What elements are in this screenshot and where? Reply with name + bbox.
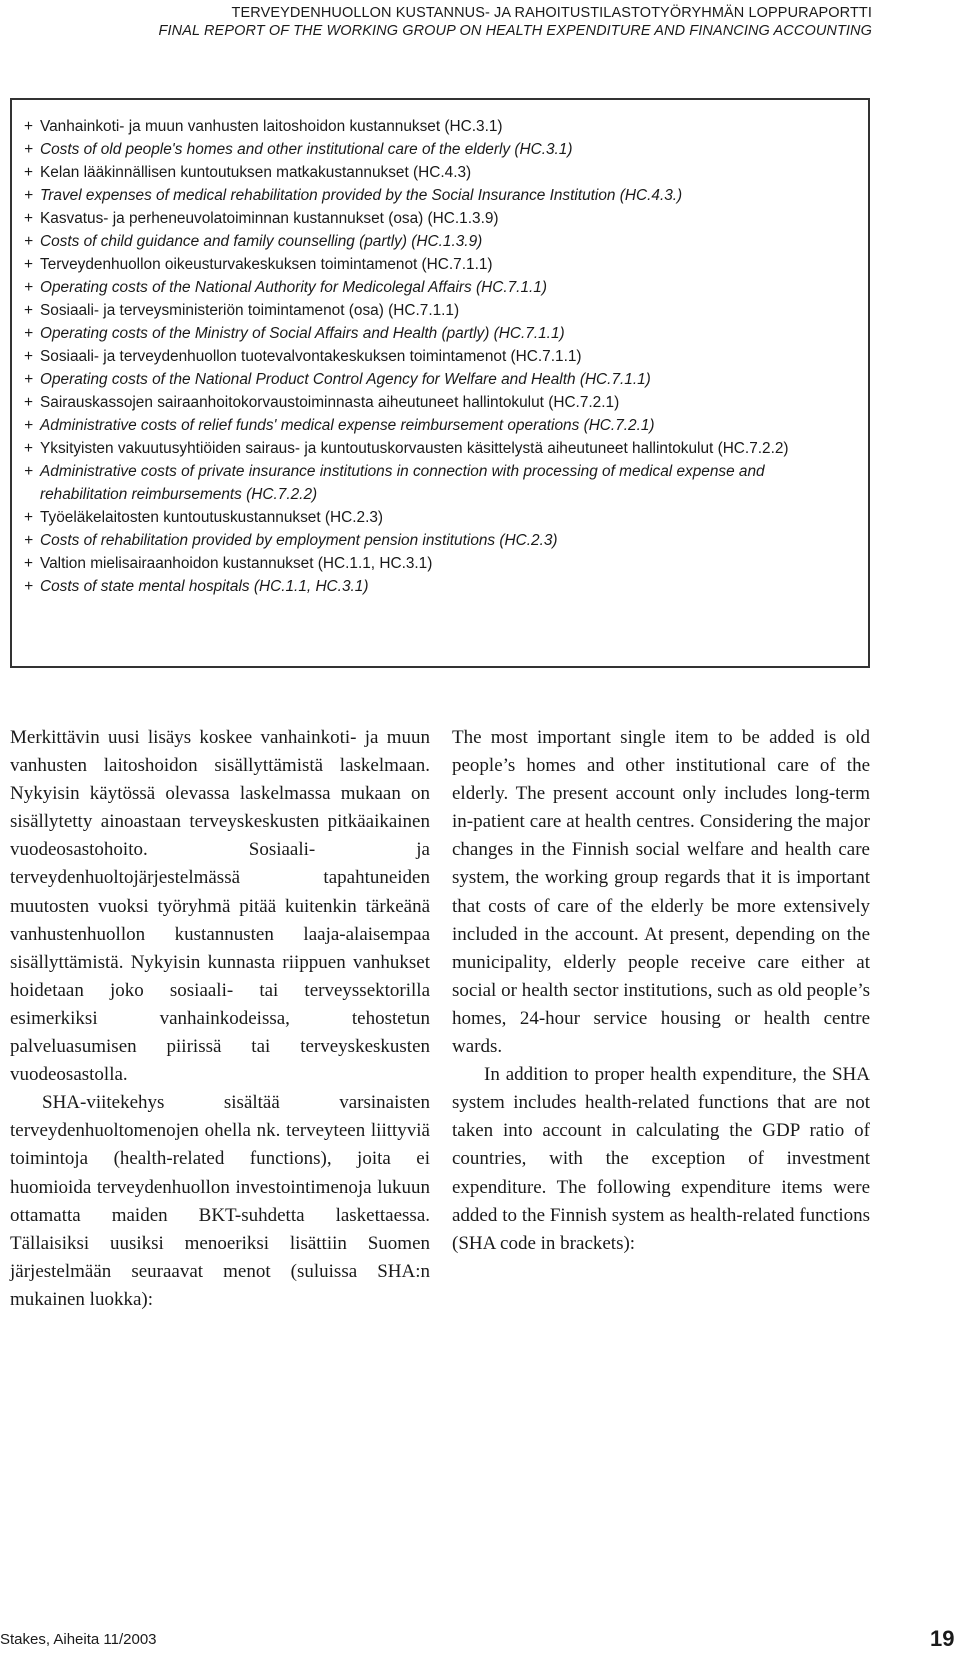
list-item-text: Kasvatus- ja perheneuvolatoiminnan kustannukset (osa) (HC.1.3.9) xyxy=(40,210,499,227)
list-item xyxy=(24,460,856,506)
page-number: 19 xyxy=(930,1626,955,1651)
publication-footer: Stakes, Aiheita 11/2003 xyxy=(0,1631,157,1648)
list-item-text: Costs of child guidance and family counselling (partly) (HC.1.3.9) xyxy=(40,233,483,250)
running-header xyxy=(159,4,872,40)
plus-prefix: + xyxy=(24,210,33,227)
plus-prefix: + xyxy=(24,348,33,365)
plus-prefix: + xyxy=(24,394,33,411)
list-item xyxy=(24,161,856,184)
paragraph-fi-2: SHA-viitekehys sisältää varsinaisten terveydenhuoltomenojen ohella nk. terveyteen liittyviä toimintoja (health-related functions), joita ei huomioida terveydenhuollon investointimenoja lukuun ottamatta maiden BKT-suhdetta laskettaessa. Tällaisiksi uusiksi menoeriksi lisättiin Suomen järjestelmään seuraavat menot (suluissa SHA:n mukainen luokka): xyxy=(10,1092,430,1310)
list-item-text: Costs of rehabilitation provided by employment pension institutions (HC.2.3) xyxy=(40,532,558,549)
list-item xyxy=(24,276,856,299)
list-item-text: Costs of state mental hospitals (HC.1.1, HC.3.1) xyxy=(40,578,369,595)
list-item-text: Travel expenses of medical rehabilitation provided by the Social Insurance Institution (HC.4.3.) xyxy=(40,187,683,204)
list-item xyxy=(24,184,856,207)
list-item-text: Operating costs of the Ministry of Social Affairs and Health (partly) (HC.7.1.1) xyxy=(40,325,565,342)
list-item-text: Kelan lääkinnällisen kuntoutuksen matkakustannukset (HC.4.3) xyxy=(40,164,472,181)
header-title-en: FINAL REPORT OF THE WORKING GROUP ON HEALTH EXPENDITURE AND FINANCING ACCOUNTING xyxy=(158,23,872,39)
list-item xyxy=(24,299,856,322)
list-item-text: Operating costs of the National Product Control Agency for Welfare and Health (HC.7.1.1) xyxy=(40,371,651,388)
plus-prefix: + xyxy=(24,417,33,434)
header-title-fi: TERVEYDENHUOLLON KUSTANNUS- JA RAHOITUSTILASTOTYÖRYHMÄN LOPPURAPORTTI xyxy=(231,5,872,21)
list-item-text: Työeläkelaitosten kuntoutuskustannukset (HC.2.3) xyxy=(40,509,384,526)
plus-prefix: + xyxy=(24,141,33,158)
list-item-text: Sosiaali- ja terveydenhuollon tuotevalvontakeskuksen toimintamenot (HC.7.1.1) xyxy=(40,348,582,365)
list-item xyxy=(24,368,856,391)
expenditure-items-box xyxy=(10,98,870,668)
plus-prefix: + xyxy=(24,371,33,388)
list-item-text: Operating costs of the National Authority for Medicolegal Affairs (HC.7.1.1) xyxy=(40,279,547,296)
list-item xyxy=(24,437,856,460)
list-item-text: Valtion mielisairaanhoidon kustannukset (HC.1.1, HC.3.1) xyxy=(40,555,433,572)
plus-prefix: + xyxy=(24,118,33,135)
plus-prefix: + xyxy=(24,463,33,480)
plus-prefix: + xyxy=(24,187,33,204)
plus-prefix: + xyxy=(24,279,33,296)
plus-prefix: + xyxy=(24,555,33,572)
body-column-english xyxy=(452,724,870,1258)
plus-prefix: + xyxy=(24,509,33,526)
paragraph-fi-1: Merkittävin uusi lisäys koskee vanhainkoti- ja muun vanhusten laitoshoidon sisällyttämistä laskelmaan. Nykyisin käytössä olevassa laskelmassa mukaan on sisällytetty ainoastaan terveyskeskusten pitkäaikainen vuodeosastohoito. Sosiaali- ja terveydenhuoltojärjestelmässä tapahtuneiden muutosten vuoksi työryhmä pitää kuitenkin tärkeänä vanhustenhuollon kustannusten laaja-alaisempaa sisällyttämistä. Nykyisin kunnasta riippuen vanhukset hoidetaan joko sosiaali- tai terveyssektorilla esimerkiksi vanhainkodeissa, tehostetun palveluasumisen piirissä tai terveyskeskusten vuodeosastolla. xyxy=(10,727,430,1086)
plus-prefix: + xyxy=(24,578,33,595)
list-item-text: Yksityisten vakuutusyhtiöiden sairaus- ja kuntoutuskorvausten käsittelystä aiheutuneet hallintokulut (HC.7.2.2) xyxy=(40,440,789,457)
paragraph-en-1: The most important single item to be added is old people’s homes and other institutional care of the elderly. The present account only includes long-term in-patient care at health centres. Considering the major changes in the Finnish social welfare and health care system, the working group regards that it is important that costs of care of the elderly be more extensively included in the account. At present, depending on the municipality, elderly people receive care either at social or health sector institutions, such as old people’s homes, 24-hour service housing or health centre wards. xyxy=(452,727,870,1058)
list-item xyxy=(24,207,856,230)
list-item xyxy=(24,552,856,575)
list-item xyxy=(24,253,856,276)
paragraph-en-2: In addition to proper health expenditure, the SHA system includes health-related functions that are not taken into account in calculating the GDP ratio of countries, with the exception of investment expenditure. The following expenditure items were added to the Finnish system as health-related functions (SHA code in brackets): xyxy=(452,1064,870,1254)
list-item-text: Administrative costs of private insurance institutions in connection with processing of medical expense and rehabilitation reimbursements (HC.7.2.2) xyxy=(40,463,765,503)
list-item-text: Administrative costs of relief funds' medical expense reimbursement operations (HC.7.2.1) xyxy=(40,417,655,434)
plus-prefix: + xyxy=(24,325,33,342)
list-item-text: Vanhainkoti- ja muun vanhusten laitoshoidon kustannukset (HC.3.1) xyxy=(40,118,503,135)
plus-prefix: + xyxy=(24,302,33,319)
list-item xyxy=(24,575,856,598)
list-item xyxy=(24,506,856,529)
list-item-text: Costs of old people's homes and other institutional care of the elderly (HC.3.1) xyxy=(40,141,573,158)
list-item xyxy=(24,414,856,437)
list-item xyxy=(24,138,856,161)
body-column-finnish xyxy=(10,724,430,1314)
plus-prefix: + xyxy=(24,233,33,250)
plus-prefix: + xyxy=(24,532,33,549)
list-item xyxy=(24,322,856,345)
list-item-text: Sairauskassojen sairaanhoitokorvaustoiminnasta aiheutuneet hallintokulut (HC.7.2.1) xyxy=(40,394,620,411)
list-item xyxy=(24,115,856,138)
list-item xyxy=(24,529,856,552)
list-item-text: Terveydenhuollon oikeusturvakeskuksen toimintamenot (HC.7.1.1) xyxy=(40,256,493,273)
plus-prefix: + xyxy=(24,440,33,457)
plus-prefix: + xyxy=(24,256,33,273)
list-item-text: Sosiaali- ja terveysministeriön toimintamenot (osa) (HC.7.1.1) xyxy=(40,302,460,319)
list-item xyxy=(24,345,856,368)
list-item xyxy=(24,391,856,414)
plus-prefix: + xyxy=(24,164,33,181)
list-item xyxy=(24,230,856,253)
